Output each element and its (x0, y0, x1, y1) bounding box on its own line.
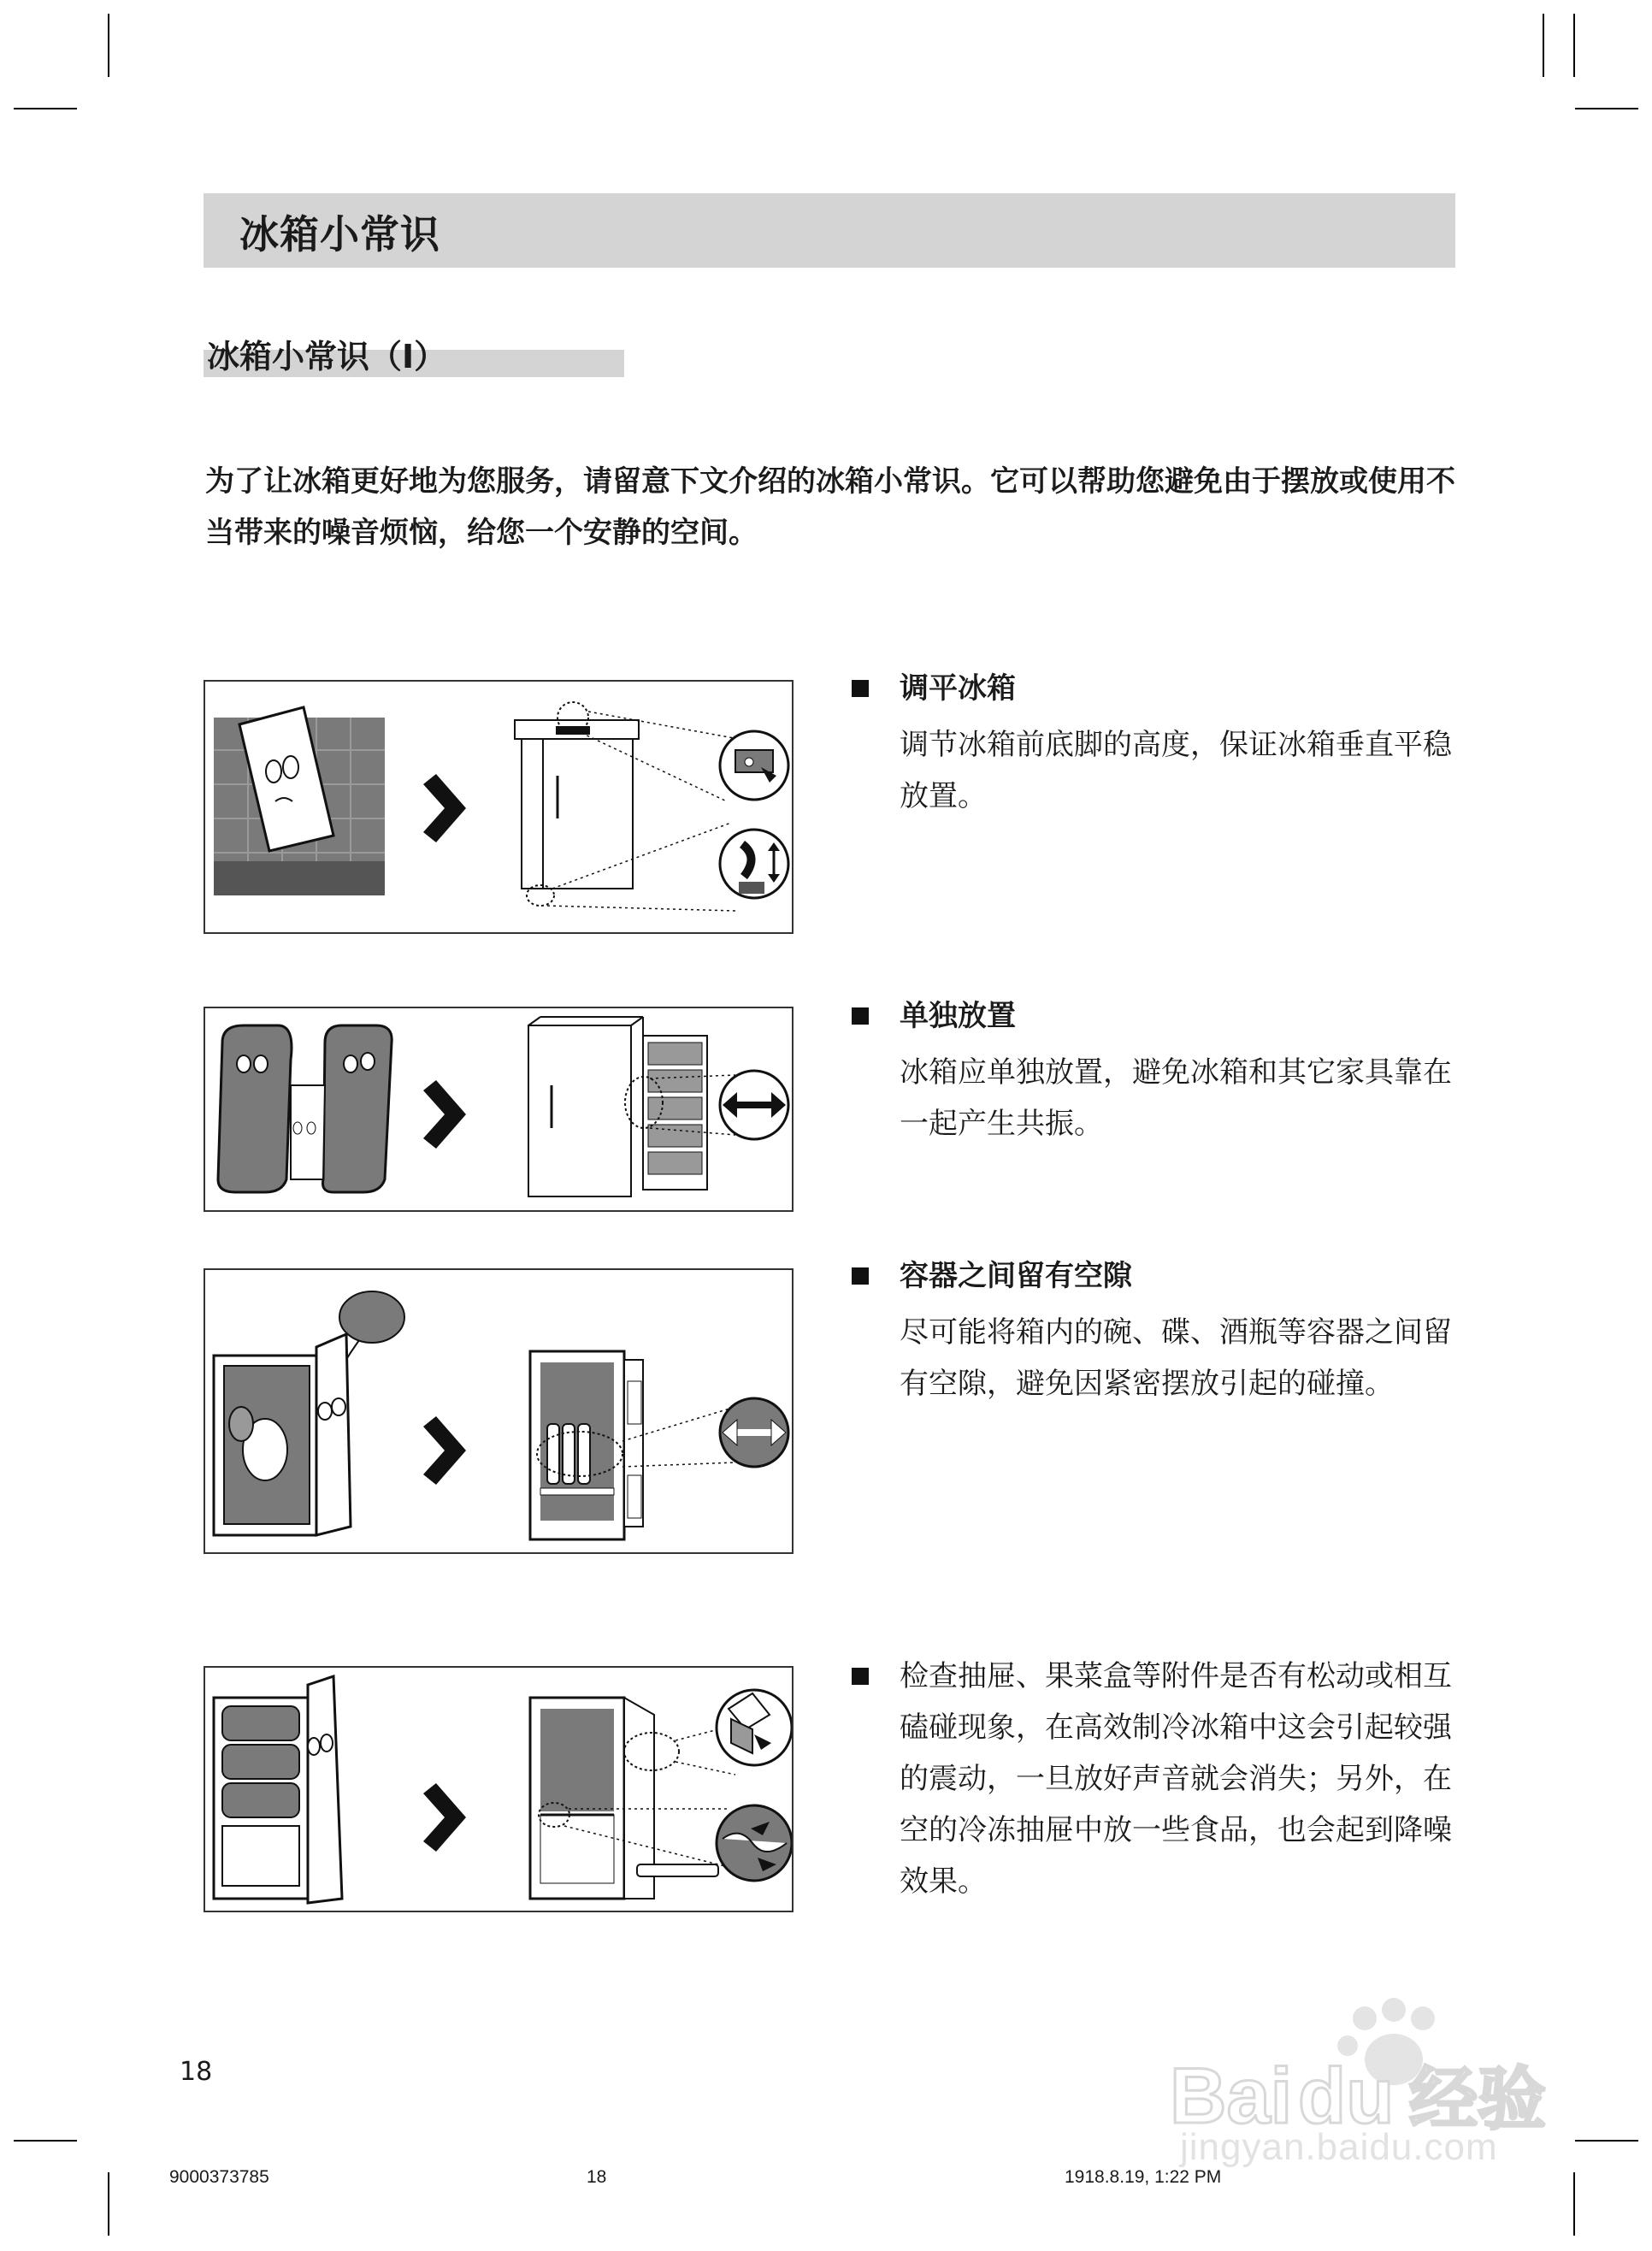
footer-doc-code: 9000373785 (169, 2167, 269, 2187)
section-subtitle: 冰箱小常识（I） (207, 338, 447, 375)
page-title: 冰箱小常识 (239, 211, 440, 257)
bullet-icon (852, 1007, 869, 1025)
figure-drawers (204, 1666, 794, 1912)
crop-mark (108, 2172, 109, 2236)
svg-text:du: du (1298, 2053, 1395, 2140)
tip-container-gaps (852, 1259, 1467, 1409)
footer-timestamp: 1918.8.19, 1:22 PM (1065, 2167, 1222, 2187)
bullet-icon (852, 680, 869, 697)
page-number: 18 (180, 2057, 213, 2087)
crop-mark (14, 108, 77, 109)
crop-mark (14, 2140, 77, 2142)
crop-mark (1543, 14, 1544, 77)
tip-title: 单独放置 (852, 999, 1467, 1033)
tip-leveling (852, 671, 1467, 822)
figure-leveling (204, 680, 794, 934)
crop-mark (1573, 14, 1575, 77)
figure-container-gaps (204, 1268, 794, 1554)
title-bar (204, 193, 1455, 268)
tip-drawers (852, 1651, 1467, 1907)
figure-standalone (204, 1007, 794, 1212)
svg-text:经验: 经验 (1409, 2059, 1546, 2139)
intro-paragraph: 为了让冰箱更好地为您服务，请留意下文介绍的冰箱小常识。它可以帮助您避免由于摆放或使用不当带来的噪音烦恼，给您一个安静的空间。 (205, 464, 1455, 550)
tip-standalone (852, 999, 1467, 1149)
tip-description: 检查抽屉、果菜盒等附件是否有松动或相互磕碰现象，在高效制冷冰箱中这会引起较强的震动，一旦放好声音就会消失；另外，在空的冷冻抽屉中放一些食品，也会起到降噪效果。 (852, 1651, 1467, 1907)
bullet-icon (852, 1267, 869, 1285)
tip-description: 冰箱应单独放置，避免冰箱和其它家具靠在一起产生共振。 (900, 1055, 1452, 1141)
watermark-url: jingyan.baidu.com (1180, 2126, 1498, 2168)
tip-title: 容器之间留有空隙 (852, 1259, 1467, 1293)
svg-text:Bai: Bai (1170, 2053, 1293, 2140)
crop-mark (108, 14, 109, 77)
tip-title: 调平冰箱 (852, 671, 1467, 706)
crop-mark (1575, 2140, 1638, 2142)
tip-description: 调节冰箱前底脚的高度，保证冰箱垂直平稳放置。 (900, 728, 1452, 813)
tip-description: 尽可能将箱内的碗、碟、酒瓶等容器之间留有空隙，避免因紧密摆放引起的碰撞。 (900, 1315, 1452, 1401)
bullet-icon (852, 1668, 869, 1685)
footer-page: 18 (587, 2167, 607, 2187)
crop-mark (1575, 108, 1638, 109)
